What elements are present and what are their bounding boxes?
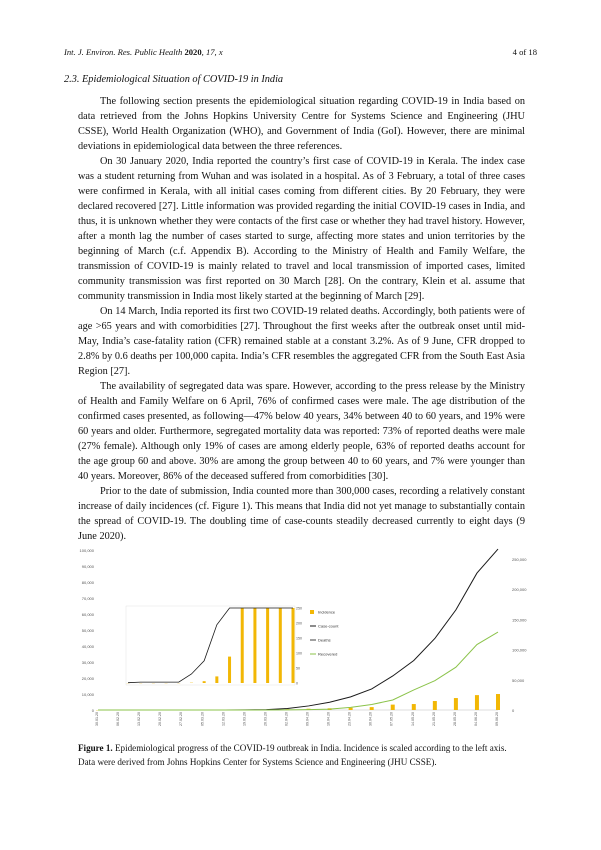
page-number: 4 of 18	[512, 47, 537, 57]
incidence-bar	[454, 698, 458, 710]
paragraph-2: On 30 January 2020, India reported the country’s first case of COVID-19 in Kerala. The index case was a student returning from Wuhan and was isolated in a hospital. As of 3 February, a total of three cases were confirmed in Kerala, with all initial cases coming from different cities. By 20 February, they were declared recovered [27]. Little information was provided regarding the initial COVID-19 cases in India, and thus, it is unknown whether they were contacts of the first case or whether they had travel history. However, after a month lag the number of cases started to surge, affecting more states and union territories by the beginning of March (c.f. Appendix B). According to the Ministry of Health and Family Welfare, the transmission of COVID-19 is mainly related to travel and local transmission of imported cases, limited community transmission was first reported on 30 March [28]. On the contrary, Klein et al. assume that community transmission in India most likely started at the beginning of March [29].	[78, 156, 525, 302]
legend-label: Case-count	[318, 623, 339, 629]
left-axis-tick-label: 90,000	[81, 564, 94, 569]
legend-swatch-incidence	[310, 610, 314, 614]
right-axis-tick-label: 0	[512, 708, 515, 713]
x-axis-tick-label: 14.05.20	[410, 712, 415, 726]
x-axis-tick-label: 26.03.20	[263, 712, 268, 726]
inset-axis-tick-label: 150	[296, 636, 302, 641]
left-axis-tick-label: 60,000	[81, 612, 94, 617]
left-axis-tick-label: 40,000	[81, 644, 94, 649]
inset-axis-tick-label: 200	[296, 621, 302, 626]
journal-volume: , 17, x	[201, 47, 223, 57]
incidence-bar	[349, 708, 353, 710]
incidence-bar	[475, 695, 479, 710]
legend-label: Incidence	[318, 609, 336, 615]
right-axis-tick-label: 150,000	[512, 617, 527, 623]
inset-incidence-bar	[266, 608, 269, 683]
left-axis-tick-label: 30,000	[81, 660, 94, 665]
paragraph-4: The availability of segregated data was spare. However, according to the press release by the Ministry of Health and Family Welfare on 6 April, 76% of confirmed cases were male. The age distribution of the confirmed cases presented, as following—47% below 40 years, 34% between 40 to 60 years, and 19% were 60 years and older. Furthermore, segregated mortality data was reported: 73% of reported deaths were male (27% female). Although only 19% of cases are among elderly people, 63% of reported deaths account for the age group 60 and above. 30% are among the group between 40 to 60 years, and 7% were younger than 40 years. Moreover, 86% of the deceased suffered from comorbidities [30].	[78, 381, 525, 482]
paragraph-3: On 14 March, India reported its first two COVID-19 related deaths. Accordingly, both patients were of age >65 years and with comorbidities [27]. Throughout the first weeks after the outbreak onset until mid-May, India’s case-fatality ration (CFR) remained stable at a constant 3.2%. As of 9 June, CFR dropped to 2.8% by 0.6 deaths per 100,000 capita. India’s CFR resembles the aggregated CFR from the South East Asia Region [27].	[78, 306, 525, 377]
figure-caption	[78, 742, 525, 769]
x-axis-tick-label: 09.06.20	[495, 712, 499, 726]
x-axis-tick-label: 12.03.20	[221, 712, 226, 726]
legend-label: Recovered	[318, 651, 338, 657]
x-axis-tick-label: 23.04.20	[347, 712, 352, 726]
x-axis-tick-label: 04.06.20	[473, 712, 478, 726]
epidemic-chart	[78, 538, 525, 740]
left-axis-tick-label: 0	[91, 708, 94, 713]
inset-axis-tick-label: 250	[296, 606, 302, 611]
inset-incidence-bar	[279, 608, 282, 683]
inset-frame	[126, 606, 295, 685]
left-axis-tick-label: 70,000	[81, 596, 94, 601]
x-axis-tick-label: 20.02.20	[158, 712, 163, 726]
x-axis-tick-label: 09.04.20	[305, 712, 310, 726]
inset-incidence-bar	[292, 608, 295, 683]
left-axis-tick-label: 80,000	[81, 580, 94, 585]
x-axis-tick-label: 05.03.20	[200, 712, 205, 726]
x-axis-tick-label: 21.05.20	[431, 712, 436, 726]
right-axis-tick-label: 200,000	[512, 587, 527, 593]
inset-incidence-bar	[241, 608, 244, 683]
x-axis-tick-label: 13.02.20	[137, 712, 142, 726]
section-title: 2.3. Epidemiological Situation of COVID-19 in India	[64, 74, 284, 85]
inset-incidence-bar	[253, 608, 256, 683]
x-axis-tick-label: 27.02.20	[179, 712, 184, 726]
body-text	[78, 94, 525, 544]
incidence-bar	[496, 694, 500, 710]
left-axis-tick-label: 10,000	[81, 692, 94, 697]
journal-name: Int. J. Environ. Res. Public Health	[64, 47, 183, 57]
left-axis-tick-label: 50,000	[81, 628, 94, 633]
left-axis-tick-label: 20,000	[81, 676, 94, 681]
paragraph-5: Prior to the date of submission, India counted more than 300,000 cases, recording a relatively constant increase of daily incidences (cf. Figure 1). This means that India did not yet manage to substantially contain the spread of COVID-19. The doubling time of case-counts steadily decreased currently to eight days (9 June 2020).	[78, 486, 525, 542]
figure-1	[78, 538, 525, 740]
legend-label: Deaths	[318, 637, 331, 643]
left-axis-tick-label: 100,000	[79, 548, 94, 553]
inset-axis-tick-label: 50	[296, 666, 300, 671]
x-axis-tick-label: 16.04.20	[326, 712, 331, 726]
inset-axis-tick-label: 0	[296, 681, 298, 686]
paragraph-1: The following section presents the epidemiological situation regarding COVID-19 in India based on data retrieved from the Johns Hopkins University Centre for Systems Science and Engineering (JHU CSSE), World Health Organization (WHO), and Government of India (GoI). However, there are minimal deviations in epidemiological data between the three references.	[78, 96, 525, 152]
figure-caption-text: Epidemiological progress of the COVID-19 outbreak in India. Incidence is scaled according to the left axis. Data were derived from Johns Hopkins Center for Systems Science and Engineering (JHU CSSE).	[78, 743, 507, 767]
running-header-journal	[64, 47, 223, 57]
inset-incidence-bar	[215, 676, 218, 683]
x-axis-tick-label: 07.05.20	[389, 712, 394, 726]
incidence-bar	[412, 704, 416, 710]
x-axis-tick-label: 30.04.20	[368, 712, 373, 726]
x-axis-tick-label: 06.02.20	[116, 712, 121, 726]
incidence-bar	[370, 707, 374, 710]
x-axis-tick-label: 28.05.20	[452, 712, 457, 726]
journal-year: 2020	[184, 47, 202, 57]
incidence-bar	[391, 705, 395, 710]
x-axis-tick-label: 02.04.20	[284, 712, 289, 726]
inset-axis-tick-label: 100	[296, 651, 302, 656]
right-axis-tick-label: 250,000	[512, 557, 527, 563]
x-axis-tick-label: 30.01.20	[95, 712, 99, 726]
incidence-bar	[433, 701, 437, 710]
inset-incidence-bar	[228, 657, 231, 683]
right-axis-tick-label: 100,000	[512, 647, 527, 653]
x-axis-tick-label: 19.03.20	[242, 712, 247, 726]
right-axis-tick-label: 50,000	[512, 677, 525, 683]
figure-label: Figure 1.	[78, 743, 113, 753]
inset-incidence-bar	[203, 681, 206, 683]
